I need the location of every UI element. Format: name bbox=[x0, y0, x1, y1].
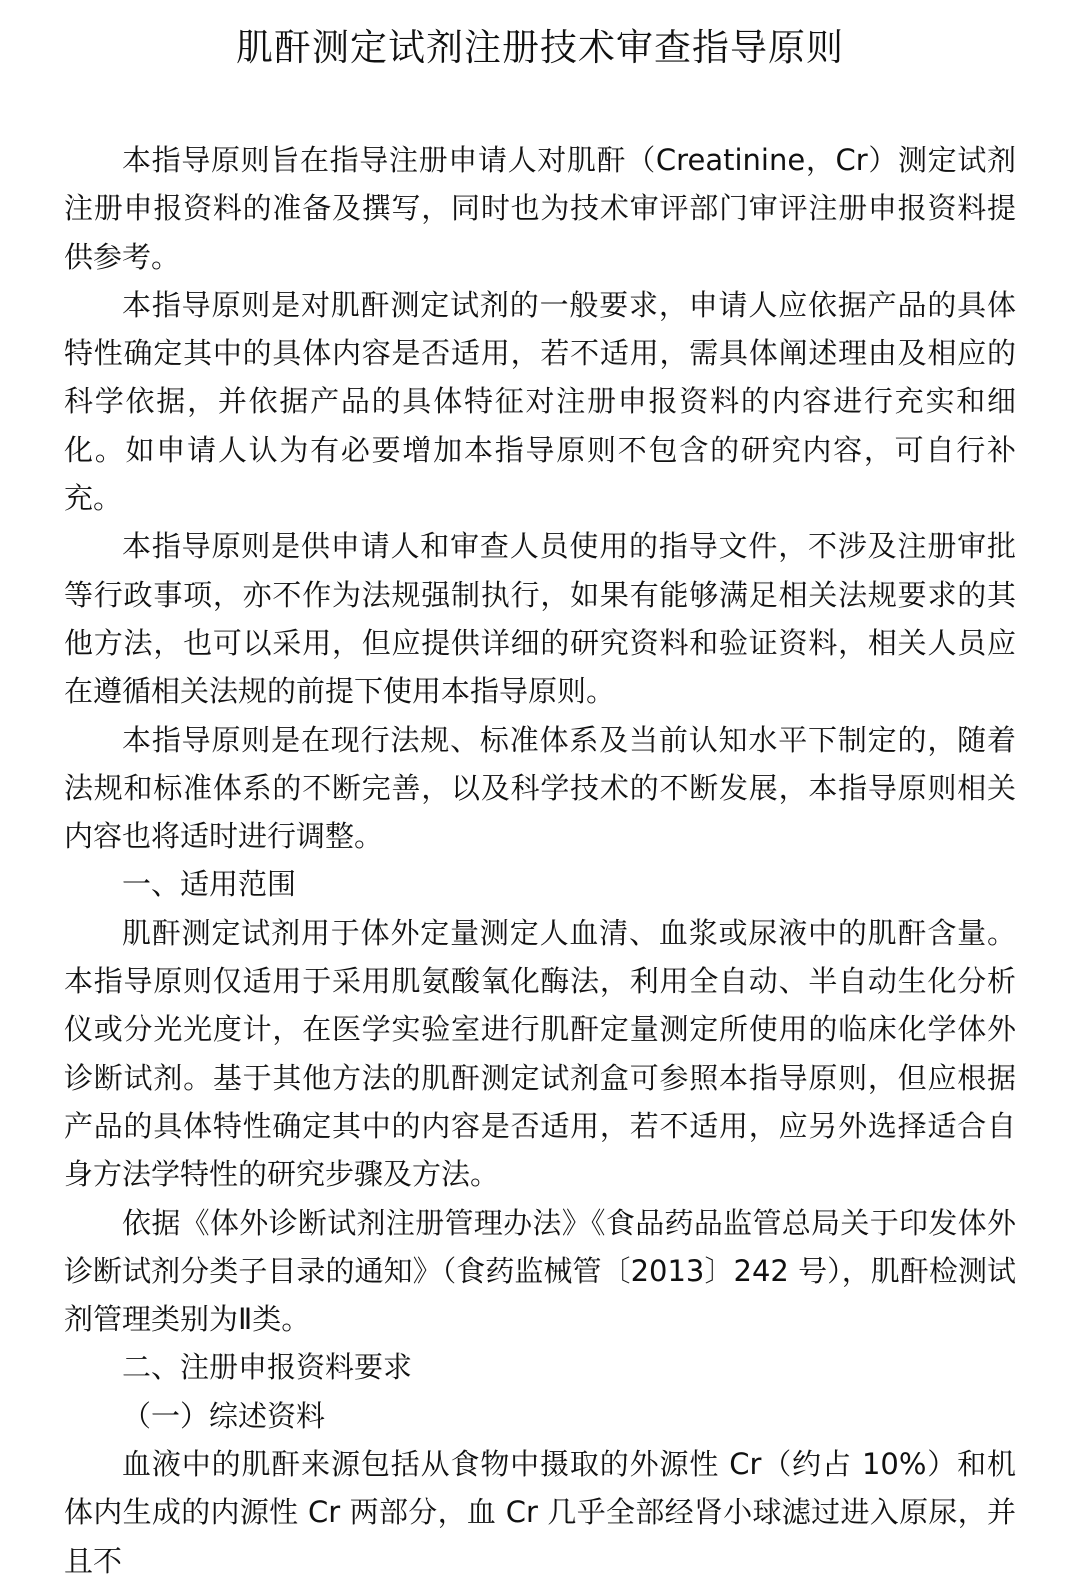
document-body bbox=[64, 136, 1016, 1585]
scope-paragraph-1: 肌酐测定试剂用于体外定量测定人血清、血浆或尿液中的肌酐含量。本指导原则仅适用于采用肌氨酸氧化酶法，利用全自动、半自动生化分析仪或分光光度计，在医学实验室进行肌酐定量测定所使用的临床化学体外诊断试剂。基于其他方法的肌酐测定试剂盒可参照本指导原则，但应根据产品的具体特性确定其中的内容是否适用，若不适用，应另外选择适合自身方法学特性的研究步骤及方法。 bbox=[64, 915, 1016, 1192]
intro-paragraph-2: 本指导原则是对肌酐测定试剂的一般要求，申请人应依据产品的具体特性确定其中的具体内容是否适用，若不适用，需具体阐述理由及相应的科学依据，并依据产品的具体特征对注册申报资料的内容进行充实和细化。如申请人认为有必要增加本指导原则不包含的研究内容，可自行补充。 bbox=[64, 287, 1016, 516]
document-title: 肌酐测定试剂注册技术审查指导原则 bbox=[236, 26, 844, 69]
subsection-heading-overview: （一）综述资料 bbox=[122, 1398, 326, 1433]
overview-paragraph: 血液中的肌酐来源包括从食物中摄取的外源性 Cr（约占 10%）和机体内生成的内源性 Cr 两部分，血 Cr 几乎全部经肾小球滤过进入原尿，并且不 bbox=[64, 1447, 1016, 1578]
intro-paragraph-4: 本指导原则是在现行法规、标准体系及当前认知水平下制定的，随着法规和标准体系的不断完善，以及科学技术的不断发展，本指导原则相关内容也将适时进行调整。 bbox=[64, 722, 1016, 854]
intro-paragraph-1: 本指导原则旨在指导注册申请人对肌酐（Creatinine，Cr）测定试剂注册申报资料的准备及撰写，同时也为技术审评部门审评注册申报资料提供参考。 bbox=[64, 143, 1016, 274]
section-heading-scope: 一、适用范围 bbox=[122, 867, 297, 902]
intro-paragraph-3: 本指导原则是供申请人和审查人员使用的指导文件，不涉及注册审批等行政事项，亦不作为法规强制执行，如果有能够满足相关法规要求的其他方法，也可以采用，但应提供详细的研究资料和验证资料，相关人员应在遵循相关法规的前提下使用本指导原则。 bbox=[64, 529, 1016, 709]
scope-paragraph-2: 依据《体外诊断试剂注册管理办法》《食品药品监管总局关于印发体外诊断试剂分类子目录的通知》（食药监械管〔2013〕242 号），肌酐检测试剂管理类别为Ⅱ类。 bbox=[64, 1205, 1016, 1337]
section-heading-requirements: 二、注册申报资料要求 bbox=[122, 1350, 413, 1385]
